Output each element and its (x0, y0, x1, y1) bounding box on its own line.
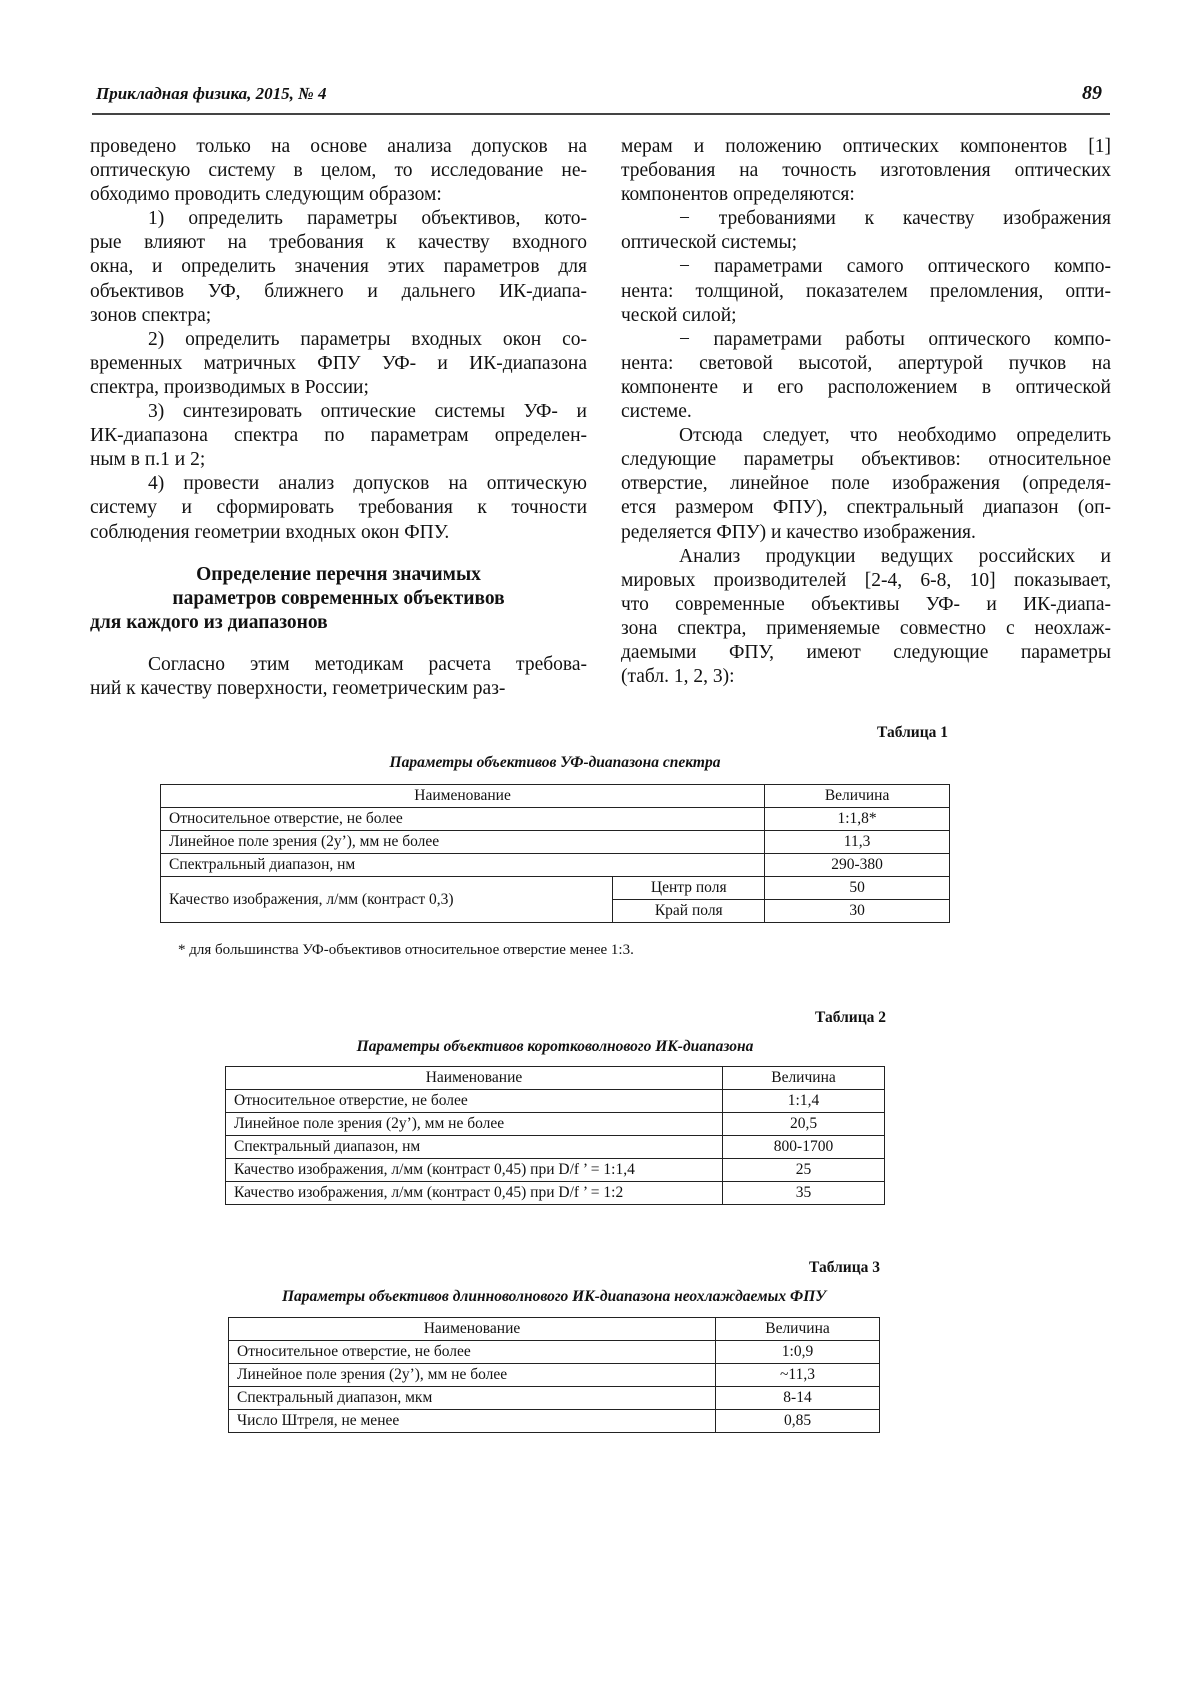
header-cell: Наименование (229, 1318, 716, 1341)
cell-name: Линейное поле зрения (2y’), мм не более (161, 831, 765, 854)
cell-value: 0,85 (716, 1410, 880, 1433)
paragraph-line: 2) определить параметры входных окон со- (148, 328, 587, 350)
paragraph-line: компоненте и его расположением в оптической (621, 376, 1111, 398)
paragraph-line: окна, и определить значения этих параметров для (90, 256, 587, 278)
cell-value: 290-380 (765, 854, 950, 877)
paragraph-line: нента: световой высотой, апертурой пучков на (621, 352, 1111, 374)
table3-title: Параметры объективов длинноволнового ИК-диапазона неохлаждаемых ФПУ (281, 1288, 827, 1305)
paragraph-line: требования на точность изготовления оптических (621, 160, 1111, 182)
table1-label: Таблица 1 (877, 724, 948, 741)
paragraph-line: рые влияют на требования к качеству входного (90, 232, 587, 254)
paragraph-line: зона спектра, применяемые совместно с неохлаж- (621, 617, 1111, 639)
table-row (161, 831, 950, 854)
page-number: 89 (1082, 82, 1102, 104)
paragraph-line: следующие параметры объективов: относительное (621, 449, 1111, 471)
table-row (161, 877, 950, 900)
paragraph-line: ИК-диапазона спектра по параметрам определен- (90, 425, 587, 447)
table1-footnote: * для большинства УФ-объективов относительное отверстие менее 1:3. (178, 942, 634, 958)
paragraph-line: даемыми ФПУ, имеют следующие параметры (621, 641, 1111, 663)
cell-value: 8-14 (716, 1387, 880, 1410)
table-row (226, 1182, 885, 1205)
paragraph-line: Согласно этим методикам расчета требова- (148, 653, 587, 675)
paragraph-line: (табл. 1, 2, 3): (621, 666, 735, 688)
paragraph-line: отверстие, линейное поле изображения (определя- (621, 473, 1111, 495)
paragraph-line: компонентов определяются: (621, 184, 855, 206)
header-cell: Величина (716, 1318, 880, 1341)
cell-name: Качество изображения, л/мм (контраст 0,45) при D/f ’ = 1:1,4 (226, 1159, 723, 1182)
paragraph-line: 1) определить параметры объективов, кото- (148, 208, 587, 230)
paragraph-line: 4) провести анализ допусков на оптическую (148, 473, 587, 495)
paragraph-line: временных матричных ФПУ УФ- и ИК-диапазона (90, 352, 587, 374)
cell-value: 1:1,8* (765, 808, 950, 831)
table-header-row (226, 1067, 885, 1090)
table-row (226, 1159, 885, 1182)
paragraph-line: мировых производителей [2-4, 6-8, 10] показывает, (621, 569, 1111, 591)
table-row (226, 1090, 885, 1113)
paragraph-line: ческой силой; (621, 304, 737, 326)
paragraph-line: − параметрами самого оптического компо- (679, 256, 1111, 278)
paragraph-line: 3) синтезировать оптические системы УФ- и (148, 401, 587, 423)
cell-value: 1:1,4 (723, 1090, 885, 1113)
cell-value: 11,3 (765, 831, 950, 854)
table-header-row (229, 1318, 880, 1341)
paragraph-line: Анализ продукции ведущих российских и (679, 545, 1111, 567)
table-row (226, 1113, 885, 1136)
cell-subname: Центр поля (613, 877, 765, 900)
table1 (160, 784, 950, 923)
table-row (229, 1387, 880, 1410)
paragraph-line: что современные объективы УФ- и ИК-диапа- (621, 593, 1111, 615)
table-header-row (161, 785, 950, 808)
paragraph-line: обходимо проводить следующим образом: (90, 184, 442, 206)
paragraph-line: систему и сформировать требования к точности (90, 497, 587, 519)
table-row (229, 1410, 880, 1433)
paragraph-line: объективов УФ, ближнего и дальнего ИК-диапа- (90, 280, 587, 302)
table2 (225, 1066, 885, 1205)
paragraph-line: ным в п.1 и 2; (90, 449, 206, 471)
cell-name: Спектральный диапазон, мкм (229, 1387, 716, 1410)
section-heading-line: Определение перечня значимых (196, 563, 481, 585)
right-column (621, 135, 1111, 689)
paragraph-line: оптической системы; (621, 232, 798, 254)
paragraph-line: нента: толщиной, показателем преломления, опти- (621, 280, 1111, 302)
header-cell: Величина (765, 785, 950, 808)
cell-value: 20,5 (723, 1113, 885, 1136)
table1-title: Параметры объективов УФ-диапазона спектра (389, 754, 721, 771)
paragraph-line: ределяется ФПУ) и качество изображения. (621, 521, 976, 543)
section-heading-line: параметров современных объективов (172, 587, 505, 609)
cell-name: Качество изображения, л/мм (контраст 0,3) (161, 877, 613, 923)
table-row (161, 854, 950, 877)
cell-name: Спектральный диапазон, нм (161, 854, 765, 877)
paragraph-line: проведено только на основе анализа допусков на (90, 136, 587, 157)
paragraph-line: спектра, производимых в России; (90, 376, 369, 398)
cell-value: 30 (765, 900, 950, 923)
paragraph-line: ется размером ФПУ), спектральный диапазон (оп- (621, 497, 1111, 519)
journal-title: Прикладная физика, 2015, № 4 (96, 84, 327, 103)
cell-value: 800-1700 (723, 1136, 885, 1159)
cell-value: 35 (723, 1182, 885, 1205)
cell-value: 50 (765, 877, 950, 900)
paragraph-line: Отсюда следует, что необходимо определить (679, 425, 1111, 447)
table2-label: Таблица 2 (815, 1009, 886, 1026)
paragraph-line: мерам и положению оптических компонентов [1] (621, 136, 1111, 157)
paragraph-line: соблюдения геометрии входных окон ФПУ. (90, 521, 450, 543)
paragraph-line: системе. (621, 401, 692, 423)
cell-name: Относительное отверстие, не более (161, 808, 765, 831)
table3-label: Таблица 3 (809, 1259, 880, 1276)
table2-title: Параметры объективов коротковолнового ИК-диапазона (356, 1038, 754, 1055)
header-cell: Наименование (161, 785, 765, 808)
header-cell: Наименование (226, 1067, 723, 1090)
header-cell: Величина (723, 1067, 885, 1090)
cell-name: Число Штреля, не менее (229, 1410, 716, 1433)
paragraph-line: − параметрами работы оптического компо- (679, 328, 1111, 350)
left-column (90, 135, 587, 701)
running-header (92, 84, 1110, 115)
cell-value: ~11,3 (716, 1364, 880, 1387)
cell-name: Относительное отверстие, не более (229, 1341, 716, 1364)
table-row (229, 1341, 880, 1364)
table-row (161, 808, 950, 831)
paragraph-line: оптическую систему в целом, то исследование не- (90, 160, 587, 182)
paragraph-line: − требованиями к качеству изображения (679, 208, 1111, 230)
cell-value: 1:0,9 (716, 1341, 880, 1364)
paragraph-line: ний к качеству поверхности, геометрическим раз- (90, 677, 506, 699)
table-row (226, 1136, 885, 1159)
cell-name: Качество изображения, л/мм (контраст 0,45) при D/f ’ = 1:2 (226, 1182, 723, 1205)
cell-name: Линейное поле зрения (2y’), мм не более (226, 1113, 723, 1136)
cell-name: Спектральный диапазон, нм (226, 1136, 723, 1159)
cell-name: Относительное отверстие, не более (226, 1090, 723, 1113)
cell-subname: Край поля (613, 900, 765, 923)
table-row (229, 1364, 880, 1387)
section-heading-line: для каждого из диапазонов (90, 611, 328, 633)
cell-value: 25 (723, 1159, 885, 1182)
table3 (228, 1317, 880, 1433)
paragraph-line: зонов спектра; (90, 304, 212, 326)
cell-name: Линейное поле зрения (2y’), мм не более (229, 1364, 716, 1387)
